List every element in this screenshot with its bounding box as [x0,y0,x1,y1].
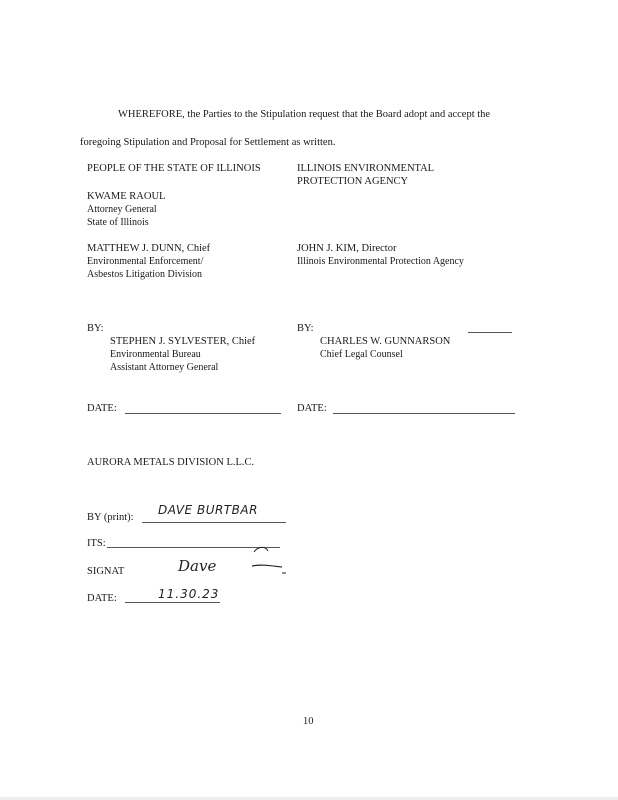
right-signer-title: Chief Legal Counsel [320,349,403,360]
left-signer-line3: Assistant Attorney General [110,362,219,373]
left-date-label: DATE: [87,403,117,414]
right-director-org: Illinois Environmental Protection Agency [297,256,464,267]
wherefore-line-1: WHEREFORE, the Parties to the Stipulation request that the Board adopt and accept the [118,109,491,120]
right-party-name-line1: ILLINOIS ENVIRONMENTAL [297,163,435,174]
company-name: AURORA METALS DIVISION L.L.C. [87,457,255,468]
right-date-label: DATE: [297,403,327,414]
right-by-label: BY: [297,323,314,334]
date-handwriting: 11.30.23 [158,587,220,601]
left-chief-line3: Asbestos Litigation Division [87,269,202,280]
left-official-org: State of Illinois [87,217,149,228]
left-official-name: KWAME RAOUL [87,191,166,202]
left-chief-name: MATTHEW J. DUNN, Chief [87,243,211,254]
wherefore-line-2: foregoing Stipulation and Proposal for Settlement as written. [80,137,336,148]
company-date-line[interactable] [125,602,220,603]
printed-name-handwriting: DAVE BURTBAR [158,503,258,517]
by-print-line[interactable] [142,522,286,523]
right-director-name: JOHN J. KIM, Director [297,243,397,254]
company-date-label: DATE: [87,593,117,604]
its-label: ITS: [87,538,106,549]
signature-label: SIGNAT [87,566,125,577]
signature-handwriting: Dave [178,557,217,575]
right-date-line[interactable] [333,413,515,414]
left-signer-line2: Environmental Bureau [110,349,201,360]
signature-flourish [248,544,288,578]
left-signer-name: STEPHEN J. SYLVESTER, Chief [110,336,256,347]
left-party-name: PEOPLE OF THE STATE OF ILLINOIS [87,163,261,174]
by-print-label: BY (print): [87,512,134,523]
left-date-line[interactable] [125,413,281,414]
left-chief-line2: Environmental Enforcement/ [87,256,204,267]
right-signer-name: CHARLES W. GUNNARSON [320,336,451,347]
left-official-title: Attorney General [87,204,157,215]
left-by-label: BY: [87,323,104,334]
right-by-line[interactable] [468,332,512,333]
right-party-name-line2: PROTECTION AGENCY [297,176,409,187]
page-number: 10 [303,716,314,727]
